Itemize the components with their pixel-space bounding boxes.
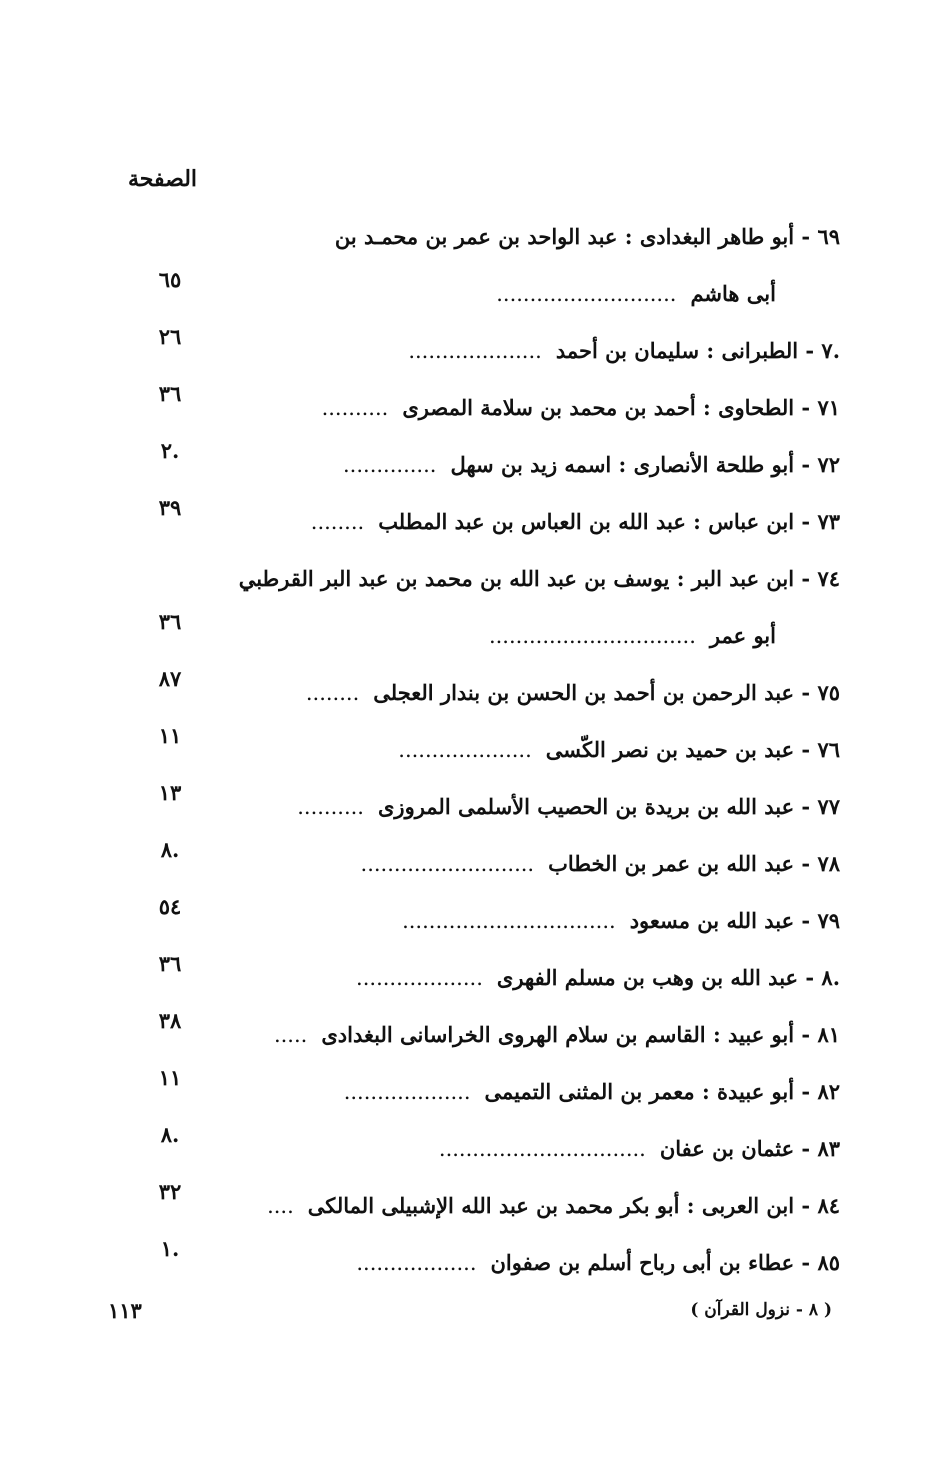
leader-dots: ................................	[402, 909, 616, 933]
entry-text	[274, 1020, 840, 1050]
leader-dots: ...................	[356, 966, 483, 990]
entry-page-number: ١.	[160, 1236, 180, 1261]
entry-text	[356, 1248, 840, 1278]
entry-page-number: ٨٧	[158, 666, 182, 691]
index-entry	[140, 1065, 840, 1134]
entry-text	[335, 222, 840, 252]
entry-label: ٨٣ - عثمان بن عفان	[659, 1136, 840, 1161]
footer-page-number: ١١٣	[108, 1298, 142, 1323]
entry-label: ٨١ - أبو عبيد : القاسم بن سلام الهروى الخراسانى البغدادى	[321, 1022, 840, 1047]
leader-dots: ..............	[343, 453, 437, 477]
entry-label: ٧٦ - عبد بن حميد بن نصر الكّسى	[545, 737, 840, 762]
entry-label: ٧٤ - ابن عبد البر : يوسف بن عبد الله بن محمد بن عبد البر القرطبي	[238, 566, 840, 591]
entry-label: ٦٩ - أبو طاهر البغدادى : عبد الواحد بن عمر بن محمـد بن	[334, 224, 840, 249]
entry-text	[489, 621, 776, 651]
entry-label: أبى هاشم	[690, 281, 776, 306]
index-entry	[140, 1122, 840, 1191]
entry-label: ٨٤ - ابن العربى : أبو بكر محمد بن عبد الله الإشبيلى المالكى	[307, 1193, 840, 1218]
entry-text	[322, 393, 840, 423]
entry-text	[297, 792, 840, 822]
entry-page-number: ٣٩	[158, 495, 182, 520]
index-entry	[140, 837, 840, 906]
entry-label: ٨٢ - أبو عبيدة : معمر بن المثنى التميمى	[484, 1079, 840, 1104]
index-entry	[140, 324, 840, 393]
index-entry	[140, 1008, 840, 1077]
entry-label: ٧٧ - عبد الله بن بريدة بن الحصيب الأسلمى المروزى	[377, 794, 840, 819]
entry-text	[398, 735, 840, 765]
index-entry	[140, 780, 840, 849]
entry-text	[496, 279, 776, 309]
leader-dots: ...................	[343, 1080, 471, 1104]
leader-dots: ........	[310, 510, 365, 534]
entry-page-number: ٣٦	[158, 951, 182, 976]
leader-dots: .....	[273, 1023, 308, 1047]
leader-dots: ....................	[398, 738, 532, 762]
leader-dots: ..........	[297, 795, 364, 819]
entry-text	[439, 1134, 840, 1164]
leader-dots: ..................	[356, 1251, 477, 1275]
entry-text	[239, 564, 840, 594]
index-entry	[140, 1236, 840, 1305]
entry-text	[361, 849, 840, 879]
entry-label: ٧٩ - عبد الله بن مسعود	[629, 908, 840, 933]
index-entry	[140, 267, 840, 336]
entry-label: ٧٣ - ابن عباس : عبد الله بن العباس بن عبد المطلب	[378, 509, 840, 534]
leader-dots: ...........................	[496, 282, 677, 306]
entry-page-number: ٨.	[160, 837, 180, 862]
entry-page-number: ٢٦	[158, 324, 182, 349]
entry-text	[267, 1191, 840, 1221]
index-entry	[140, 609, 840, 678]
leader-dots: ........	[305, 681, 360, 705]
index-entry	[140, 951, 840, 1020]
entry-page-number: ٨.	[160, 1122, 180, 1147]
index-entry	[140, 438, 840, 507]
entry-label: .٧ - الطبرانى : سليمان بن أحمد	[555, 338, 840, 363]
index-entry	[140, 222, 840, 279]
entry-label: ٧١ - الطحاوى : أحمد بن محمد بن سلامة المصرى	[402, 395, 840, 420]
entry-page-number: ١٣	[158, 780, 182, 805]
index-entry	[140, 666, 840, 735]
entry-page-number: ٣٨	[158, 1008, 182, 1033]
entry-label: .٨ - عبد الله بن وهب بن مسلم الفهرى	[496, 965, 840, 990]
footer-book-title: ( ٨ - نزول القرآن )	[690, 1300, 832, 1320]
index-entry	[140, 381, 840, 450]
index-entry	[140, 1179, 840, 1248]
entry-page-number: ١١	[158, 723, 182, 748]
entry-text	[306, 678, 840, 708]
entry-page-number: ١١	[158, 1065, 182, 1090]
leader-dots: ....	[267, 1194, 294, 1218]
entry-label: ٧٥ - عبد الرحمن بن أحمد بن الحسن بن بندار العجلى	[373, 680, 840, 705]
leader-dots: ...............................	[488, 624, 696, 648]
entry-page-number: ٣٦	[158, 609, 182, 634]
index-entry	[140, 564, 840, 621]
entry-label: ٨٥ - عطاء بن أبى رباح أسلم بن صفوان	[490, 1250, 840, 1275]
entry-page-number: ٣٦	[158, 381, 182, 406]
page-column-heading: الصفحة	[128, 166, 198, 192]
page-footer	[0, 1298, 944, 1338]
index-entry	[140, 495, 840, 564]
entry-text	[356, 963, 840, 993]
index-entry	[140, 894, 840, 963]
entry-label: ٧٢ - أبو طلحة الأنصارى : اسمه زيد بن سهل	[450, 452, 840, 477]
entry-page-number: ٦٥	[158, 267, 182, 292]
entry-page-number: ٥٤	[158, 894, 182, 919]
entry-text	[408, 336, 840, 366]
index-entries	[140, 222, 840, 1305]
entry-text	[402, 906, 840, 936]
entry-page-number: ٢.	[160, 438, 180, 463]
entry-label: ٧٨ - عبد الله بن عمر بن الخطاب	[548, 851, 840, 876]
entry-label: أبو عمر	[709, 623, 776, 648]
entry-text	[344, 1077, 840, 1107]
entry-text	[343, 450, 840, 480]
entry-page-number: ٣٢	[158, 1179, 182, 1204]
leader-dots: ...............................	[438, 1137, 646, 1161]
leader-dots: ..........................	[360, 852, 535, 876]
leader-dots: ....................	[408, 339, 542, 363]
index-entry	[140, 723, 840, 792]
leader-dots: ..........	[321, 396, 389, 420]
entry-text	[311, 507, 840, 537]
